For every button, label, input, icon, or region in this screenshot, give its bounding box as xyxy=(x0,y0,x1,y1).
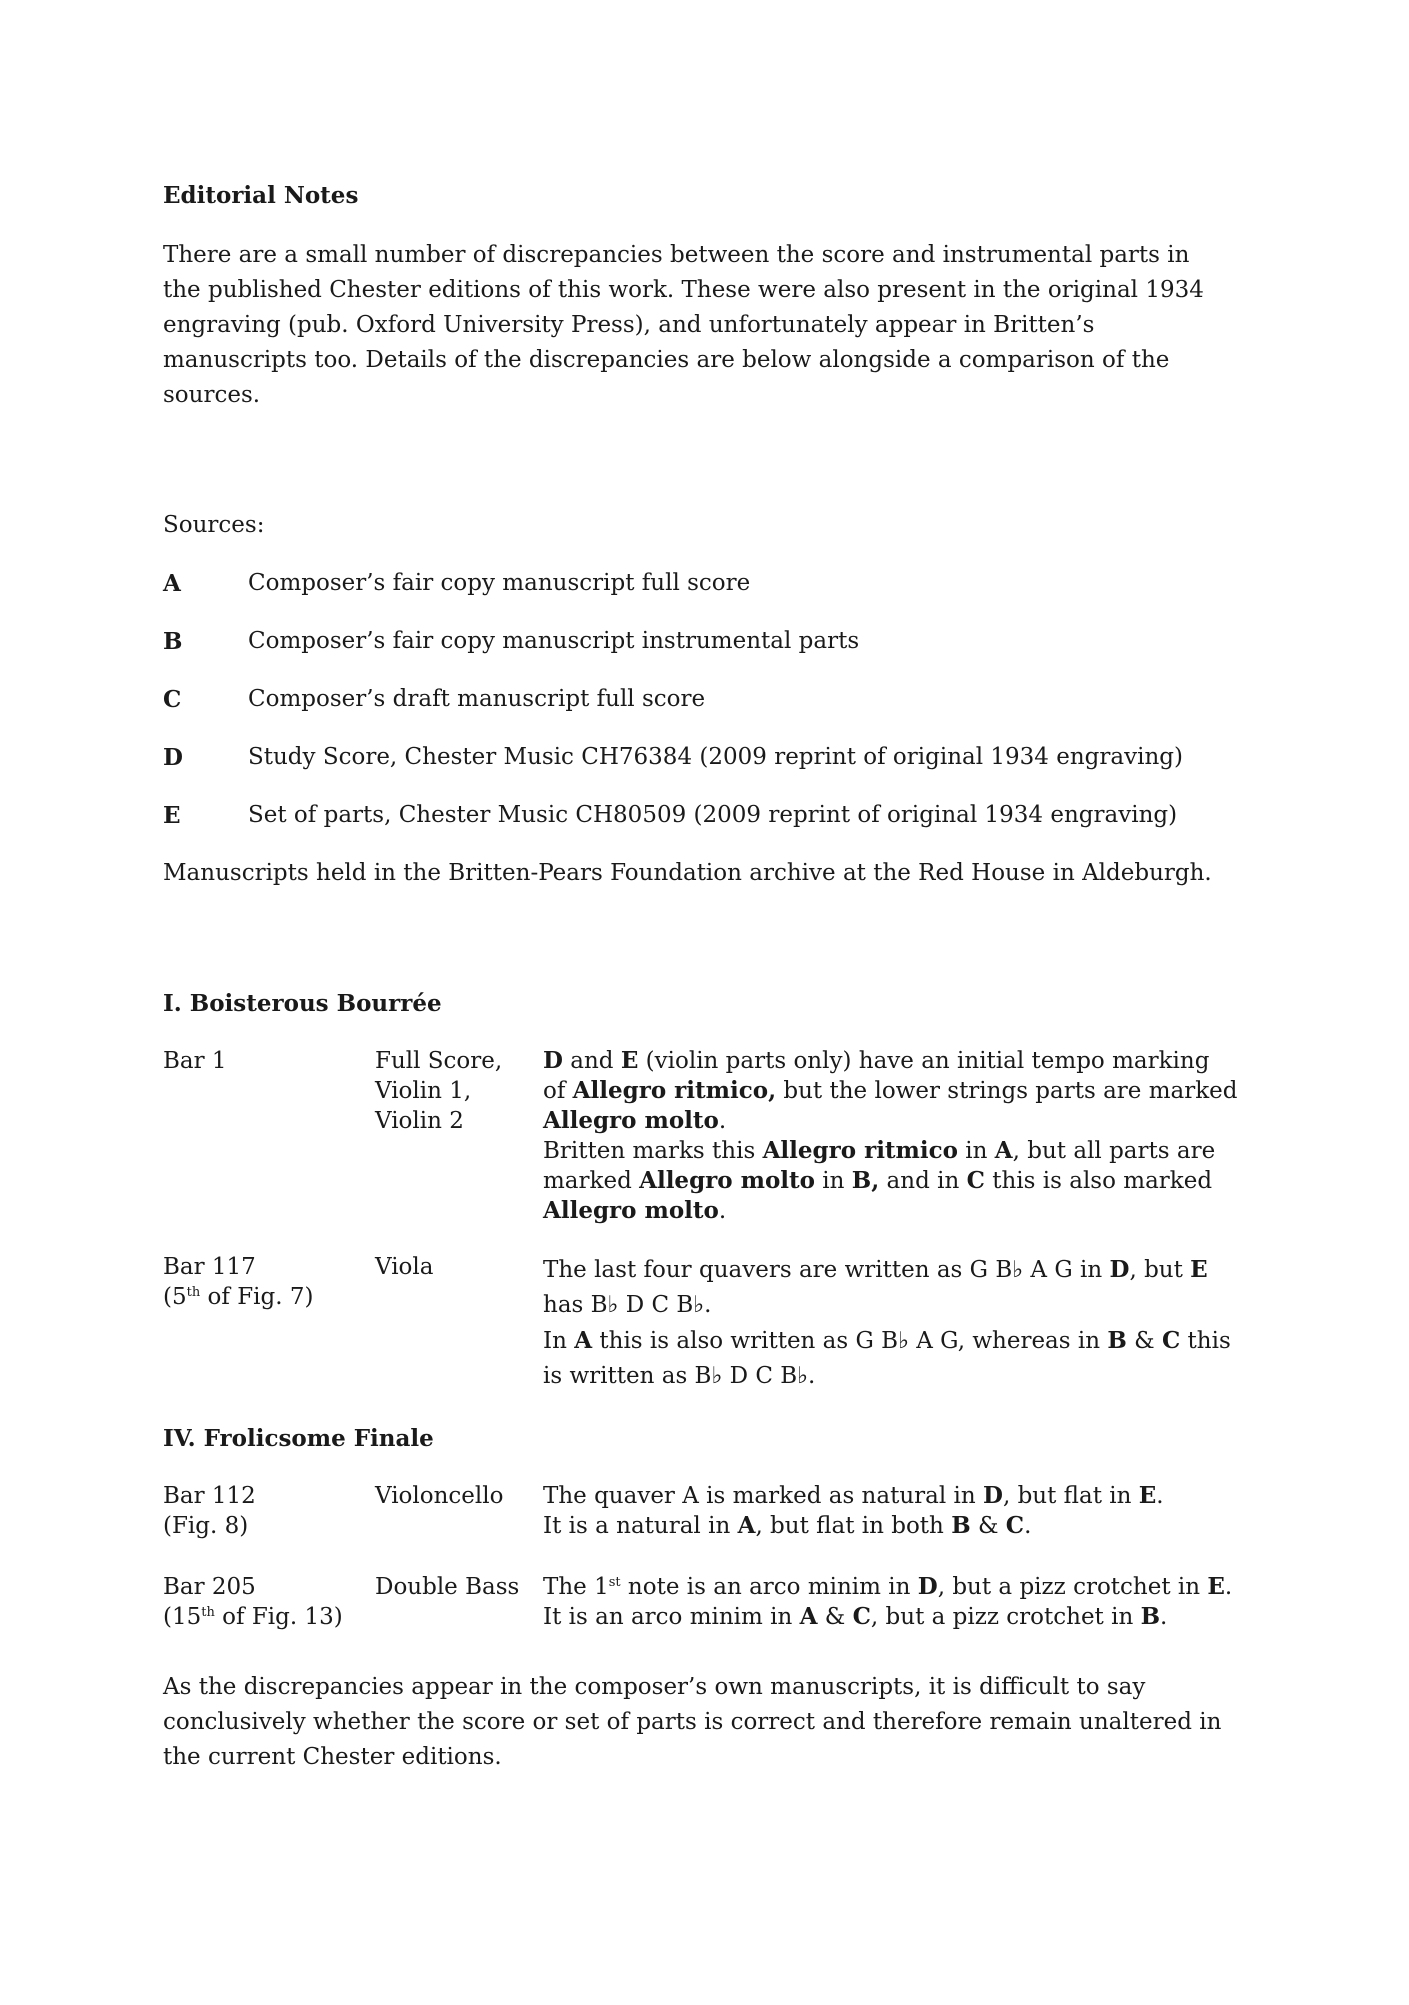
part-reference: Double Bass xyxy=(375,1574,520,1600)
archive-note: Manuscripts held in the Britten-Pears Foundation archive at the Red House in Aldeburgh. xyxy=(163,860,1212,886)
source-description: Composer’s fair copy manuscript full score xyxy=(248,570,751,596)
discrepancy-entry xyxy=(163,1481,1263,1541)
source-description: Composer’s fair copy manuscript instrumental parts xyxy=(248,628,860,654)
part-reference: Full Score, Violin 1, Violin 2 xyxy=(375,1048,503,1134)
source-letter: C xyxy=(163,686,182,713)
bar-reference: Bar 205 (15th of Fig. 13) xyxy=(163,1574,343,1630)
discrepancy-entry xyxy=(163,1252,1263,1394)
source-letter: D xyxy=(163,744,183,771)
sources-label: Sources: xyxy=(163,512,265,538)
source-description: Composer’s draft manuscript full score xyxy=(248,686,706,712)
part-reference: Violoncello xyxy=(375,1483,504,1509)
source-item xyxy=(163,682,1263,717)
discrepancy-description: The quaver A is marked as natural in D, but flat in E. It is a natural in A, but flat in both B & C. xyxy=(543,1482,1164,1539)
conclusion-paragraph: As the discrepancies appear in the composer’s own manuscripts, it is difficult to say conclusively whether the score or set of parts is correct and therefore remain unaltered in the current Chester editions. xyxy=(163,1674,1222,1770)
sources-list xyxy=(163,566,1263,833)
section-heading-movement-4: IV. Frolicsome Finale xyxy=(163,1425,434,1452)
source-item xyxy=(163,740,1263,775)
source-item xyxy=(163,566,1263,601)
intro-paragraph: There are a small number of discrepancies between the score and instrumental parts in the published Chester editions of this work. These were also present in the original 1934 engraving (pub. Oxford University Press), and unfortunately appear in Britten’s manuscripts too. Details of the discrepancies are below alongside a comparison of the sources. xyxy=(163,242,1204,408)
source-letter: B xyxy=(163,628,183,655)
page-title: Editorial Notes xyxy=(163,182,359,209)
source-letter: A xyxy=(163,570,181,597)
discrepancy-description: The 1st note is an arco minim in D, but a pizz crotchet in E. It is an arco minim in A & C, but a pizz crotchet in B. xyxy=(543,1573,1233,1630)
section-heading-movement-1: I. Boisterous Bourrée xyxy=(163,990,442,1017)
bar-reference: Bar 112 (Fig. 8) xyxy=(163,1483,256,1539)
document-page xyxy=(163,178,1263,1775)
bar-reference: Bar 1 xyxy=(163,1048,227,1074)
source-description: Study Score, Chester Music CH76384 (2009 reprint of original 1934 engraving) xyxy=(248,744,1183,770)
bar-reference: Bar 117 (5th of Fig. 7) xyxy=(163,1254,314,1310)
source-item xyxy=(163,798,1263,833)
part-reference: Viola xyxy=(375,1254,434,1280)
discrepancy-description: D and E (violin parts only) have an initial tempo marking of Allegro ritmico, but the lower strings parts are marked Allegro molto. Britten marks this Allegro ritmico in A, but all parts are marked Allegro molto in B, and in C this is also marked Allegro molto. xyxy=(543,1047,1238,1224)
discrepancy-entry xyxy=(163,1572,1263,1632)
source-item xyxy=(163,624,1263,659)
discrepancy-description: The last four quavers are written as G B♭ A G in D, but E has B♭ D C B♭. In A this is also written as G B♭ A G, whereas in B & C this is written as B♭ D C B♭. xyxy=(543,1256,1231,1389)
source-letter: E xyxy=(163,802,181,829)
discrepancy-entry xyxy=(163,1046,1263,1226)
source-description: Set of parts, Chester Music CH80509 (2009 reprint of original 1934 engraving) xyxy=(248,802,1178,828)
